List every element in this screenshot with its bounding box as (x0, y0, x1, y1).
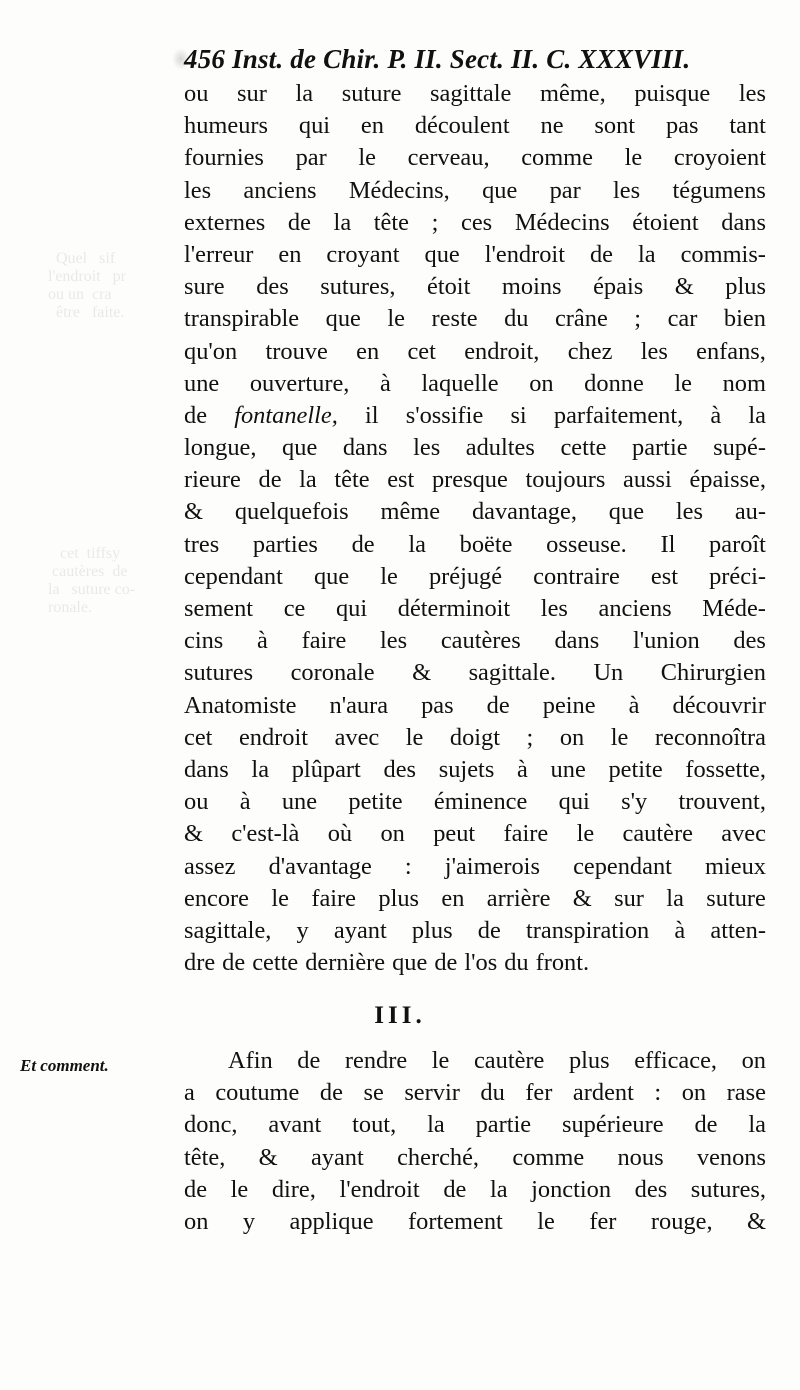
text-line: dans la plûpart des sujets à une petite fossette, (184, 755, 766, 783)
text-line: sement ce qui déterminoit les anciens Méde- (184, 595, 766, 622)
text-line: sutures coronale & sagittale. Un Chirurgien (184, 659, 766, 687)
text-line: a coutume de se servir du fer ardent : on rase (184, 1079, 766, 1107)
show-through-left-margin-2: cet tiffsy cautères de la suture co- ronale. (48, 545, 136, 616)
text-line: ou sur la suture sagittale même, puisque les (184, 80, 766, 107)
text-line: rieure de la tête est presque toujours aussi épaisse, (184, 466, 766, 494)
text-line: l'erreur en croyant que l'endroit de la commis- (184, 240, 766, 268)
text-line: cependant que le préjugé contraire est préci- (184, 562, 766, 590)
text-line: tres parties de la boëte osseuse. Il paroît (184, 530, 766, 558)
text-line: sure des sutures, étoit moins épais & plus (184, 273, 766, 301)
margin-note: Et comment. (20, 1056, 109, 1075)
text-line: tête, & ayant cherché, comme nous venons (184, 1143, 766, 1171)
text-line: & c'est-là où on peut faire le cautère avec (184, 820, 766, 848)
text-line: & quelquefois même davantage, que les au- (184, 498, 766, 526)
text-line: cet endroit avec le doigt ; on le reconnoîtra (184, 723, 766, 751)
text-line: une ouverture, à laquelle on donne le nom (184, 369, 766, 397)
text-line: on y applique fortement le fer rouge, & (184, 1207, 766, 1235)
text-line: de le dire, l'endroit de la jonction des sutures, (184, 1175, 766, 1203)
paragraph-1 (184, 78, 766, 979)
text-line: dre de cette dernière que de l'os du front. (184, 949, 590, 977)
text-line: les anciens Médecins, que par les tégumens (184, 176, 766, 204)
text-line: donc, avant tout, la partie supérieure de la (184, 1111, 766, 1139)
text-line: cins à faire les cautères dans l'union des (184, 627, 766, 655)
text-line: ou à une petite éminence qui s'y trouvent, (184, 788, 766, 816)
text-line: Afin de rendre le cautère plus efficace, on (228, 1047, 766, 1074)
text-line: encore le faire plus en arrière & sur la suture (184, 884, 766, 912)
show-through-left-margin: Quel sif l'endroit pr ou un cra être faite. (48, 250, 126, 321)
section-number: III. (374, 1002, 426, 1029)
running-header: 456 Inst. de Chir. P. II. Sect. II. C. XXXVIII. (184, 44, 691, 74)
text-line: fournies par le cerveau, comme le croyoient (184, 144, 766, 172)
text-line: sagittale, y ayant plus de transpiration à atten- (184, 916, 766, 944)
text-line: qu'on trouve en cet endroit, chez les enfans, (184, 337, 766, 365)
text-line: externes de la tête ; ces Médecins étoient dans (184, 208, 766, 236)
text-line: de fontanelle, il s'ossifie si parfaitement, à la (184, 401, 766, 429)
text-line: humeurs qui en découlent ne sont pas tant (184, 112, 766, 140)
text-line: assez d'avantage : j'aimerois cependant mieux (184, 852, 766, 880)
paragraph-2 (184, 1045, 766, 1238)
text-line: Anatomiste n'aura pas de peine à découvrir (184, 691, 766, 719)
text-line: transpirable que le reste du crâne ; car bien (184, 305, 766, 333)
text-line: longue, que dans les adultes cette partie supé- (184, 434, 766, 462)
